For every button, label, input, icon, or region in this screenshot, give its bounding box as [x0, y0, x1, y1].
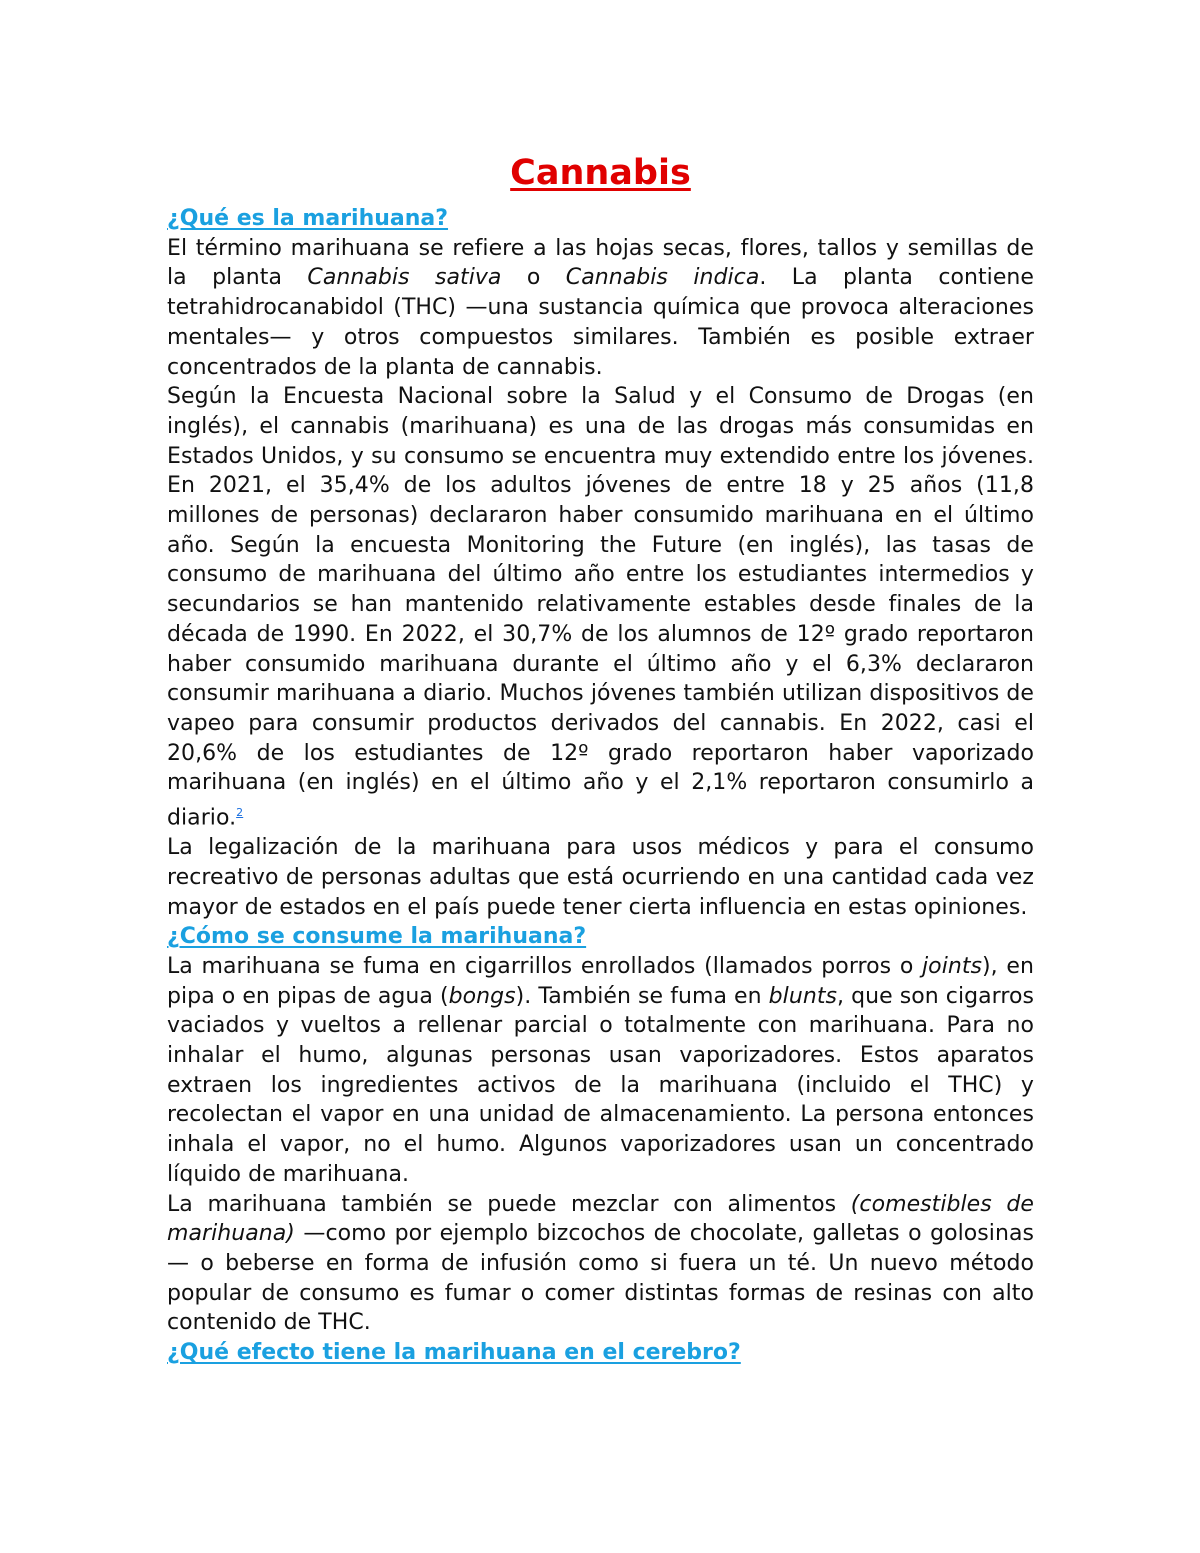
paragraph-consumption: La marihuana se fuma en cigarrillos enrollados (llamados porros o joints), en pipa o en pipas de agua (bongs). También se fuma en blunts, que son cigarros vaciados y vueltos a rellenar parcial o totalmente con marihuana. Para no inhalar el humo, algunas personas usan vaporizadores. Estos aparatos extraen los ingredientes activos de la marihuana (incluido el THC) y recolectan el vapor en una unidad de almacenamiento. La persona entonces inhala el vapor, no el humo. Algunos vaporizadores usan un concentrado líquido de marihuana. [167, 953, 1035, 1187]
document-title: Cannabis [510, 153, 691, 193]
heading-efecto-cerebro[interactable]: ¿Qué efecto tiene la marihuana en el cerebro? [167, 1340, 741, 1366]
paragraph-definition: El término marihuana se refiere a las hojas secas, flores, tallos y semillas de la planta Cannabis sativa o Cannabis indica. La planta contiene tetrahidrocanabidol (THC) —una sustancia química que provoca alteraciones mentales— y otros compuestos similares. También es posible extraer concentrados de la planta de cannabis. [167, 235, 1035, 380]
paragraph-edibles: La marihuana también se puede mezclar con alimentos (comestibles de marihuana) —como por ejemplo bizcochos de chocolate, galletas o golosinas— o beberse en forma de infusión como si fuera un té. Un nuevo método popular de consumo es fumar o comer distintas formas de resinas con alto contenido de THC. [167, 1191, 1035, 1336]
heading-como-se-consume[interactable]: ¿Cómo se consume la marihuana? [167, 924, 587, 950]
heading-que-es[interactable]: ¿Qué es la marihuana? [167, 206, 449, 231]
footnote-link[interactable]: 2 [236, 806, 244, 820]
paragraph-statistics: Según la Encuesta Nacional sobre la Salud y el Consumo de Drogas (en inglés), el cannabis (marihuana) es una de las drogas más consumidas en Estados Unidos, y su consumo se encuentra muy extendido entre los jóvenes. En 2021, el 35,4% de los adultos jóvenes de entre 18 y 25 años (11,8 millones de personas) declararon haber consumido marihuana en el último año. Según la encuesta Monitoring the Future (en inglés), las tasas de consumo de marihuana del último año entre los estudiantes intermedios y secundarios se han mantenido relativamente estables desde finales de la década de 1990. En 2022, el 30,7% de los alumnos de 12º grado reportaron haber consumido marihuana durante el último año y el 6,3% declararon consumir marihuana a diario. Muchos jóvenes también utilizan dispositivos de vapeo para consumir productos derivados del cannabis. En 2022, casi el 20,6% de los estudiantes de 12º grado reportaron haber vaporizado marihuana (en inglés) en el último año y el 2,1% reportaron consumirlo a diario.$^2$ [167, 384, 1034, 831]
paragraph-legalization: La legalización de la marihuana para usos médicos y para el consumo recreativo de personas adultas que está ocurriendo en una cantidad cada vez mayor de estados en el país puede tener cierta influencia en estas opiniones. [167, 835, 1034, 920]
